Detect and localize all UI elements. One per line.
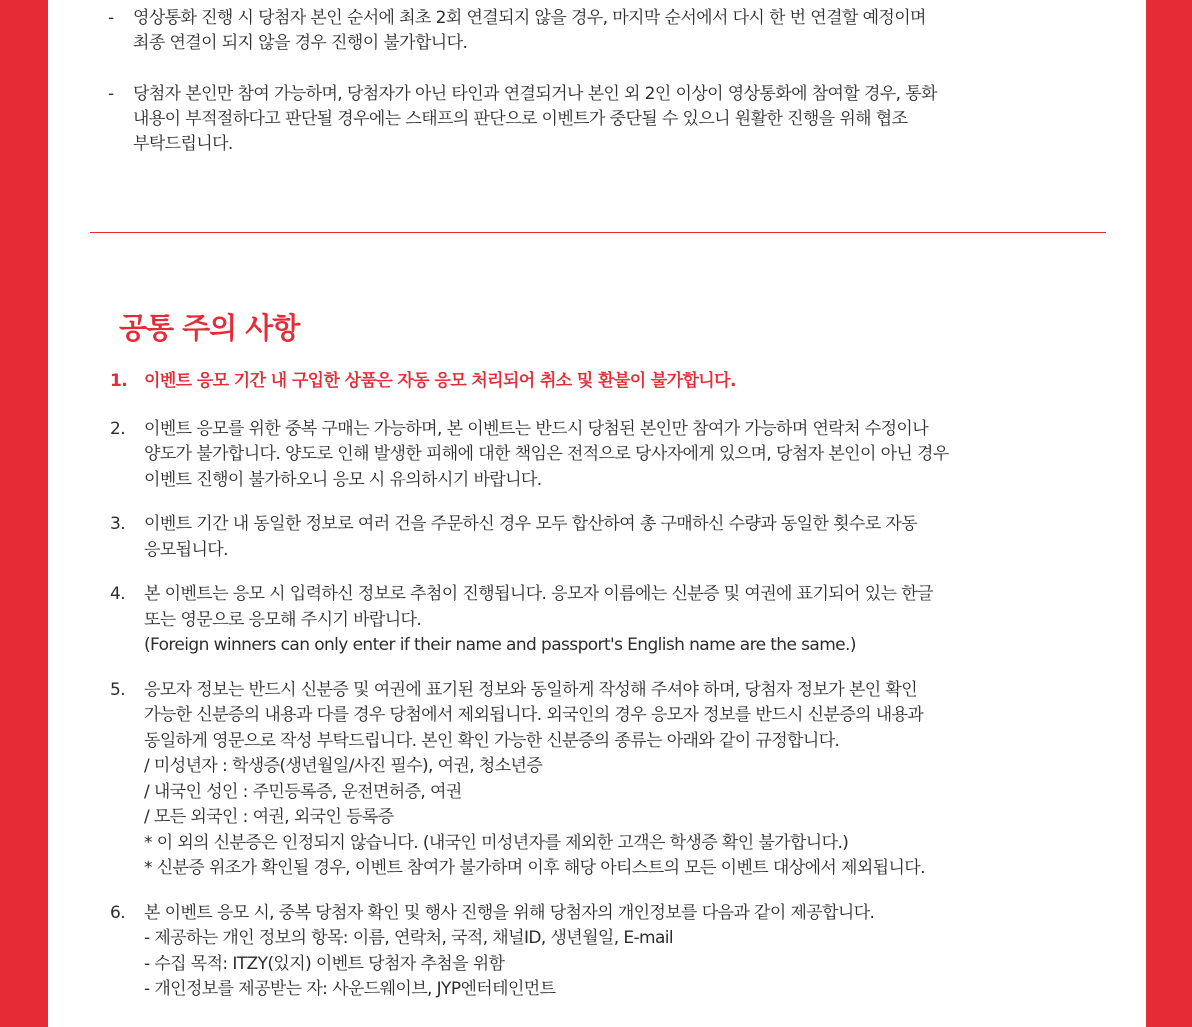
notice-line: * 신분증 위조가 확인될 경우, 이벤트 참여가 불가하며 이후 해당 아티스트의 모든 이벤트 대상에서 제외됩니다. — [144, 858, 925, 878]
notice-line: 응모됩니다. — [144, 539, 228, 560]
video-call-bullets — [104, 6, 1114, 183]
notice-item-6 — [110, 901, 1120, 1003]
bullet-line: 당첨자 본인만 참여 가능하며, 당첨자가 아닌 타인과 연결되거나 본인 외 2인 이상이 영상통화에 참여할 경우, 통화 — [133, 84, 937, 104]
notice-line: 본 이벤트는 응모 시 입력하신 정보로 추첨이 진행됩니다. 응모자 이름에는 신분증 및 여권에 표기되어 있는 한글 — [144, 584, 933, 604]
notice-line: - 제공하는 개인 정보의 항목: 이름, 연락처, 국적, 채널ID, 생년월일, E-mail — [144, 928, 674, 948]
notice-item-5 — [110, 678, 1120, 882]
notice-line: 또는 영문으로 응모해 주시기 바랍니다. — [144, 609, 422, 630]
notice-list — [110, 369, 1120, 1022]
notice-line: - 개인정보를 제공받는 자: 사운드웨이브, JYP엔터테인먼트 — [144, 979, 556, 999]
section-title: 공통 주의 사항 — [119, 311, 300, 345]
notice-item-2 — [110, 417, 1120, 494]
notice-number: 3. — [110, 514, 126, 534]
bullet-line: 부탁드립니다. — [133, 134, 233, 154]
bullet-line: 최종 연결이 되지 않을 경우 진행이 불가합니다. — [133, 33, 468, 53]
notice-number: 1. — [110, 371, 128, 391]
notice-item-3 — [110, 512, 1120, 563]
notice-line: 가능한 신분증의 내용과 다를 경우 당첨에서 제외됩니다. 외국인의 경우 응모자 정보를 반드시 신분증의 내용과 — [144, 705, 924, 725]
notice-number: 6. — [110, 902, 126, 923]
bullet-item — [104, 6, 1114, 56]
notice-item-4 — [110, 582, 1120, 659]
notice-line: / 모든 외국인 : 여권, 외국인 등록증 — [144, 807, 394, 827]
notice-line: (Foreign winners can only enter if their name and passport's English name are the same.) — [144, 635, 856, 655]
notice-line: 이벤트 기간 내 동일한 정보로 여러 건을 주문하신 경우 모두 합산하여 총 구매하신 수량과 동일한 횟수로 자동 — [144, 514, 918, 534]
notice-line: * 이 외의 신분증은 인정되지 않습니다. (내국인 미성년자를 제외한 고객은 학생증 확인 불가합니다.) — [144, 832, 849, 853]
bullet-line: 영상통화 진행 시 당첨자 본인 순서에 최초 2회 연결되지 않을 경우, 마지막 순서에서 다시 한 번 연결할 예정이며 — [133, 8, 926, 28]
bullet-marker: - — [108, 84, 114, 104]
bullet-item — [104, 82, 1114, 157]
notice-line: 이벤트 응모 기간 내 구입한 상품은 자동 응모 처리되어 취소 및 환불이 불가합니다. — [144, 371, 736, 391]
notice-line: 동일하게 영문으로 작성 부탁드립니다. 본인 확인 가능한 신분증의 종류는 아래와 같이 규정합니다. — [144, 730, 840, 751]
notice-line: - 수집 목적: ITZY(있지) 이벤트 당첨자 추첨을 위함 — [144, 953, 505, 974]
bullet-line: 내용이 부적절하다고 판단될 경우에는 스태프의 판단으로 이벤트가 중단될 수 있으니 원활한 진행을 위해 협조 — [133, 109, 908, 129]
notice-line: 이벤트 진행이 불가하오니 응모 시 유의하시기 바랍니다. — [144, 469, 542, 490]
notice-number: 4. — [110, 584, 126, 604]
bullet-marker: - — [108, 8, 114, 28]
notice-line: / 내국인 성인 : 주민등록증, 운전면허증, 여권 — [144, 781, 462, 802]
notice-line: 양도가 불가합니다. 양도로 인해 발생한 피해에 대한 책임은 전적으로 당사자에게 있으며, 당첨자 본인이 아닌 경우 — [144, 444, 949, 464]
section-divider — [90, 232, 1106, 233]
notice-item-1 — [110, 369, 1120, 395]
notice-number: 5. — [110, 679, 126, 700]
notice-panel — [48, 0, 1146, 1027]
notice-line: 본 이벤트 응모 시, 중복 당첨자 확인 및 행사 진행을 위해 당첨자의 개인정보를 다음과 같이 제공합니다. — [144, 902, 875, 923]
notice-line: 응모자 정보는 반드시 신분증 및 여권에 표기된 정보와 동일하게 작성해 주셔야 하며, 당첨자 정보가 본인 확인 — [144, 679, 918, 700]
notice-number: 2. — [110, 418, 126, 439]
notice-line: 이벤트 응모를 위한 중복 구매는 가능하며, 본 이벤트는 반드시 당첨된 본인만 참여가 가능하며 연락처 수정이나 — [144, 418, 929, 439]
notice-line: / 미성년자 : 학생증(생년월일/사진 필수), 여권, 청소년증 — [144, 756, 543, 776]
